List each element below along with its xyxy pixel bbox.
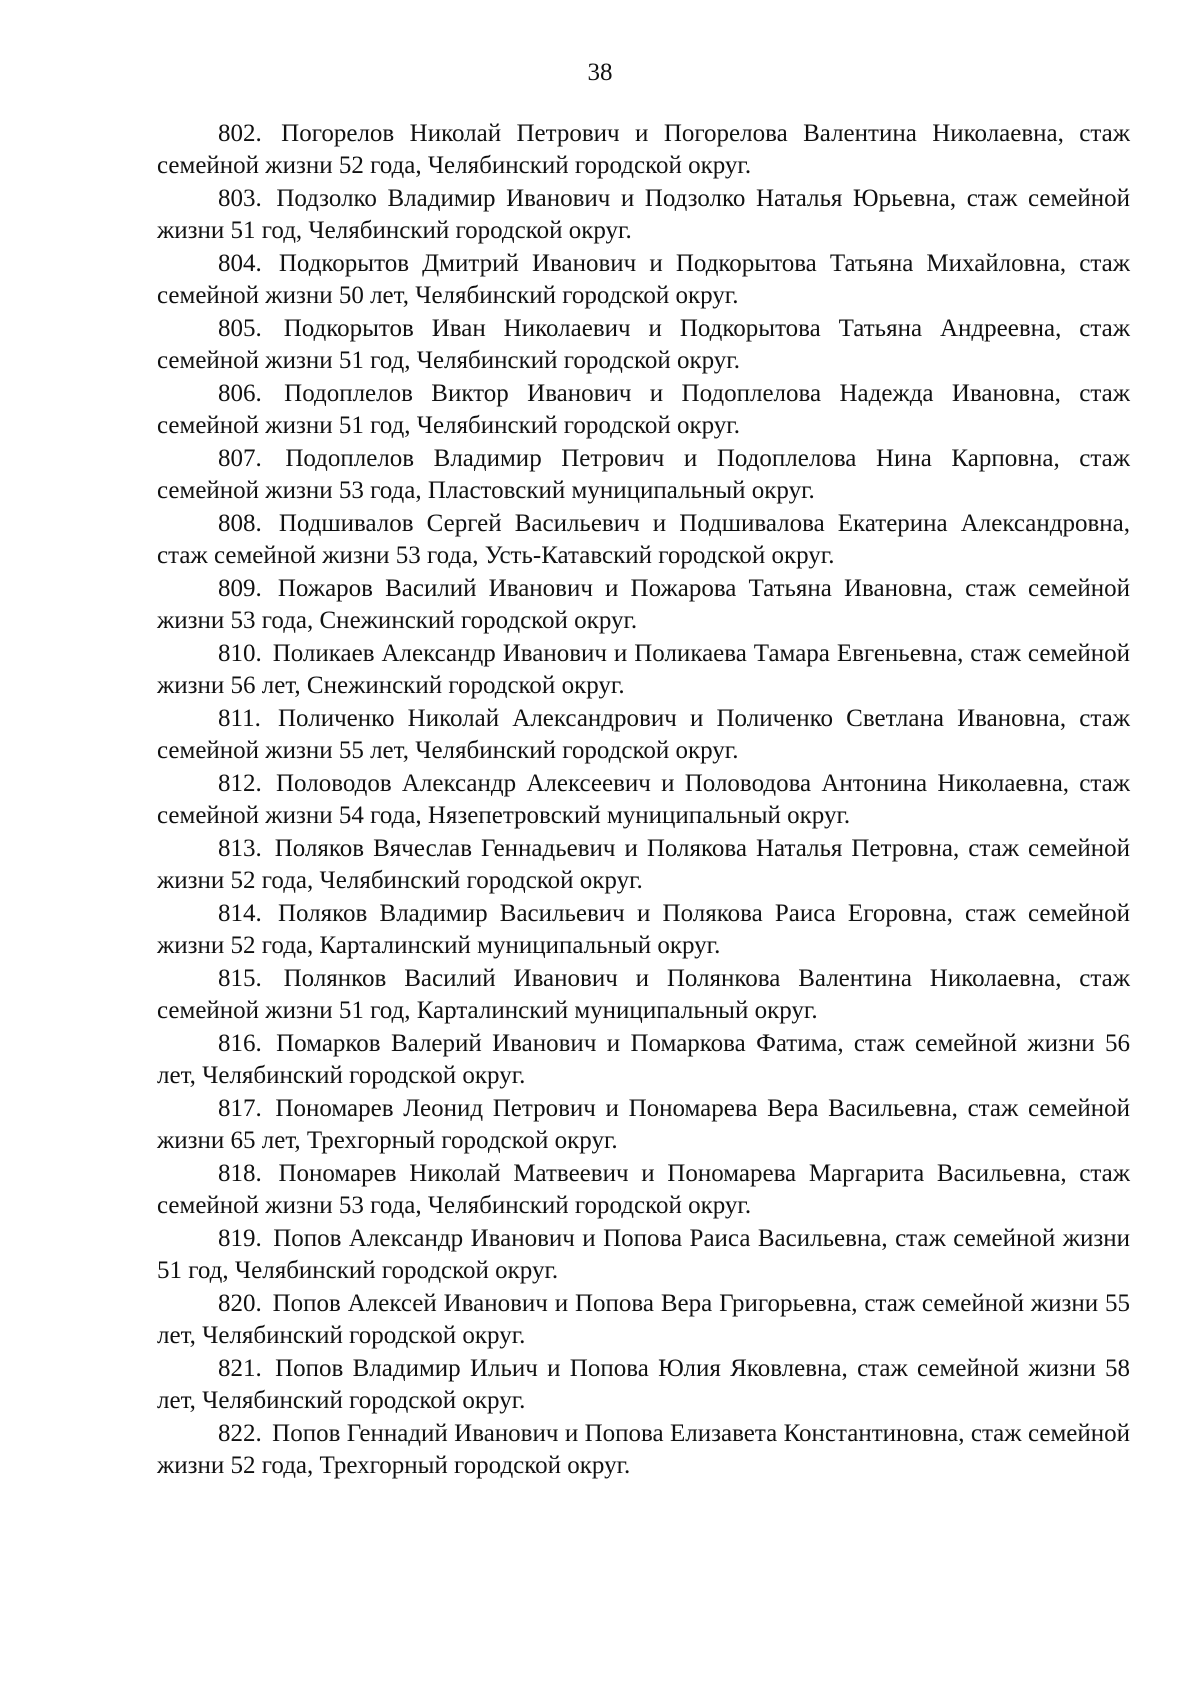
entry-text: Полянков Василий Иванович и Полянкова Валентина Николаевна, стаж семейной жизни 51 год, Карталинский муниципальный округ. — [157, 965, 1130, 1024]
entry-number: 815. — [218, 965, 262, 992]
entry-text: Поляков Вячеслав Геннадьевич и Полякова Наталья Петровна, стаж семейной жизни 52 года, Челябинский городской округ. — [157, 835, 1130, 894]
list-item — [157, 1288, 1130, 1352]
entry-text: Половодов Александр Алексеевич и Половодова Антонина Николаевна, стаж семейной жизни 54 года, Нязепетровский муниципальный округ. — [157, 770, 1130, 829]
entry-number: 812. — [218, 770, 262, 797]
entry-number: 804. — [218, 250, 262, 277]
list-item — [157, 898, 1130, 962]
list-item — [157, 573, 1130, 637]
entry-number: 817. — [218, 1095, 262, 1122]
list-item — [157, 508, 1130, 572]
entry-number: 816. — [218, 1030, 262, 1057]
entry-text: Попов Владимир Ильич и Попова Юлия Яковлевна, стаж семейной жизни 58 лет, Челябинский городской округ. — [157, 1355, 1131, 1414]
list-item — [157, 1093, 1130, 1157]
list-item — [157, 1353, 1130, 1417]
page-number: 38 — [587, 59, 613, 86]
entry-text: Пономарев Леонид Петрович и Пономарева Вера Васильевна, стаж семейной жизни 65 лет, Трехгорный городской округ. — [157, 1095, 1130, 1154]
list-item — [157, 443, 1130, 507]
entry-number: 807. — [218, 445, 262, 472]
list-item — [157, 1158, 1130, 1222]
list-item — [157, 118, 1130, 182]
entry-number: 802. — [218, 120, 262, 147]
entry-number: 814. — [218, 900, 262, 927]
list-item — [157, 313, 1130, 377]
entry-text: Подоплелов Владимир Петрович и Подоплелова Нина Карповна, стаж семейной жизни 53 года, Пластовский муниципальный округ. — [157, 445, 1131, 504]
list-item — [157, 1418, 1130, 1482]
entry-text: Подзолко Владимир Иванович и Подзолко Наталья Юрьевна, стаж семейной жизни 51 год, Челябинский городской округ. — [157, 185, 1131, 244]
list-item — [157, 638, 1130, 702]
entry-text: Попов Алексей Иванович и Попова Вера Григорьевна, стаж семейной жизни 55 лет, Челябинский городской округ. — [157, 1290, 1130, 1349]
entry-number: 818. — [218, 1160, 262, 1187]
entry-number: 822. — [218, 1420, 262, 1447]
list-item — [157, 768, 1130, 832]
entry-text: Помарков Валерий Иванович и Помаркова Фатима, стаж семейной жизни 56 лет, Челябинский городской округ. — [157, 1030, 1130, 1089]
entry-number: 805. — [218, 315, 262, 342]
list-item — [157, 833, 1130, 897]
list-item — [157, 183, 1130, 247]
list-item — [157, 378, 1130, 442]
entry-text: Пономарев Николай Матвеевич и Пономарева Маргарита Васильевна, стаж семейной жизни 53 года, Челябинский городской округ. — [157, 1160, 1130, 1219]
entry-text: Попов Александр Иванович и Попова Раиса Васильевна, стаж семейной жизни 51 год, Челябинский городской округ. — [157, 1225, 1130, 1284]
entry-number: 821. — [218, 1355, 262, 1382]
list-item — [157, 1223, 1130, 1287]
entry-text: Поляков Владимир Васильевич и Полякова Раиса Егоровна, стаж семейной жизни 52 года, Карталинский муниципальный округ. — [157, 900, 1131, 959]
entry-number: 813. — [218, 835, 262, 862]
entry-text: Поличенко Николай Александрович и Поличенко Светлана Ивановна, стаж семейной жизни 55 лет, Челябинский городской округ. — [157, 705, 1131, 764]
entry-text: Погорелов Николай Петрович и Погорелова Валентина Николаевна, стаж семейной жизни 52 года, Челябинский городской округ. — [157, 120, 1131, 179]
entry-text: Подкорытов Иван Николаевич и Подкорытова Татьяна Андреевна, стаж семейной жизни 51 год, Челябинский городской округ. — [157, 315, 1130, 374]
entry-text: Подкорытов Дмитрий Иванович и Подкорытова Татьяна Михайловна, стаж семейной жизни 50 лет, Челябинский городской округ. — [157, 250, 1130, 309]
entry-number: 803. — [218, 185, 262, 212]
entry-number: 808. — [218, 510, 262, 537]
entry-text: Поликаев Александр Иванович и Поликаева Тамара Евгеньевна, стаж семейной жизни 56 лет, Снежинский городской округ. — [157, 640, 1130, 699]
entry-number: 809. — [218, 575, 262, 602]
entry-text: Подшивалов Сергей Васильевич и Подшивалова Екатерина Александровна, стаж семейной жизни 53 года, Усть-Катавский городской округ. — [157, 510, 1130, 569]
entries-list — [157, 118, 1130, 1483]
entry-number: 820. — [218, 1290, 262, 1317]
entry-number: 810. — [218, 640, 262, 667]
entry-text: Попов Геннадий Иванович и Попова Елизавета Константиновна, стаж семейной жизни 52 года, Трехгорный городской округ. — [157, 1420, 1130, 1479]
list-item — [157, 703, 1130, 767]
list-item — [157, 1028, 1130, 1092]
entry-number: 811. — [218, 705, 261, 732]
list-item — [157, 248, 1130, 312]
list-item — [157, 963, 1130, 1027]
entry-number: 819. — [218, 1225, 262, 1252]
entry-text: Подоплелов Виктор Иванович и Подоплелова Надежда Ивановна, стаж семейной жизни 51 год, Челябинский городской округ. — [157, 380, 1131, 439]
entry-text: Пожаров Василий Иванович и Пожарова Татьяна Ивановна, стаж семейной жизни 53 года, Снежинский городской округ. — [157, 575, 1130, 634]
entry-number: 806. — [218, 380, 262, 407]
